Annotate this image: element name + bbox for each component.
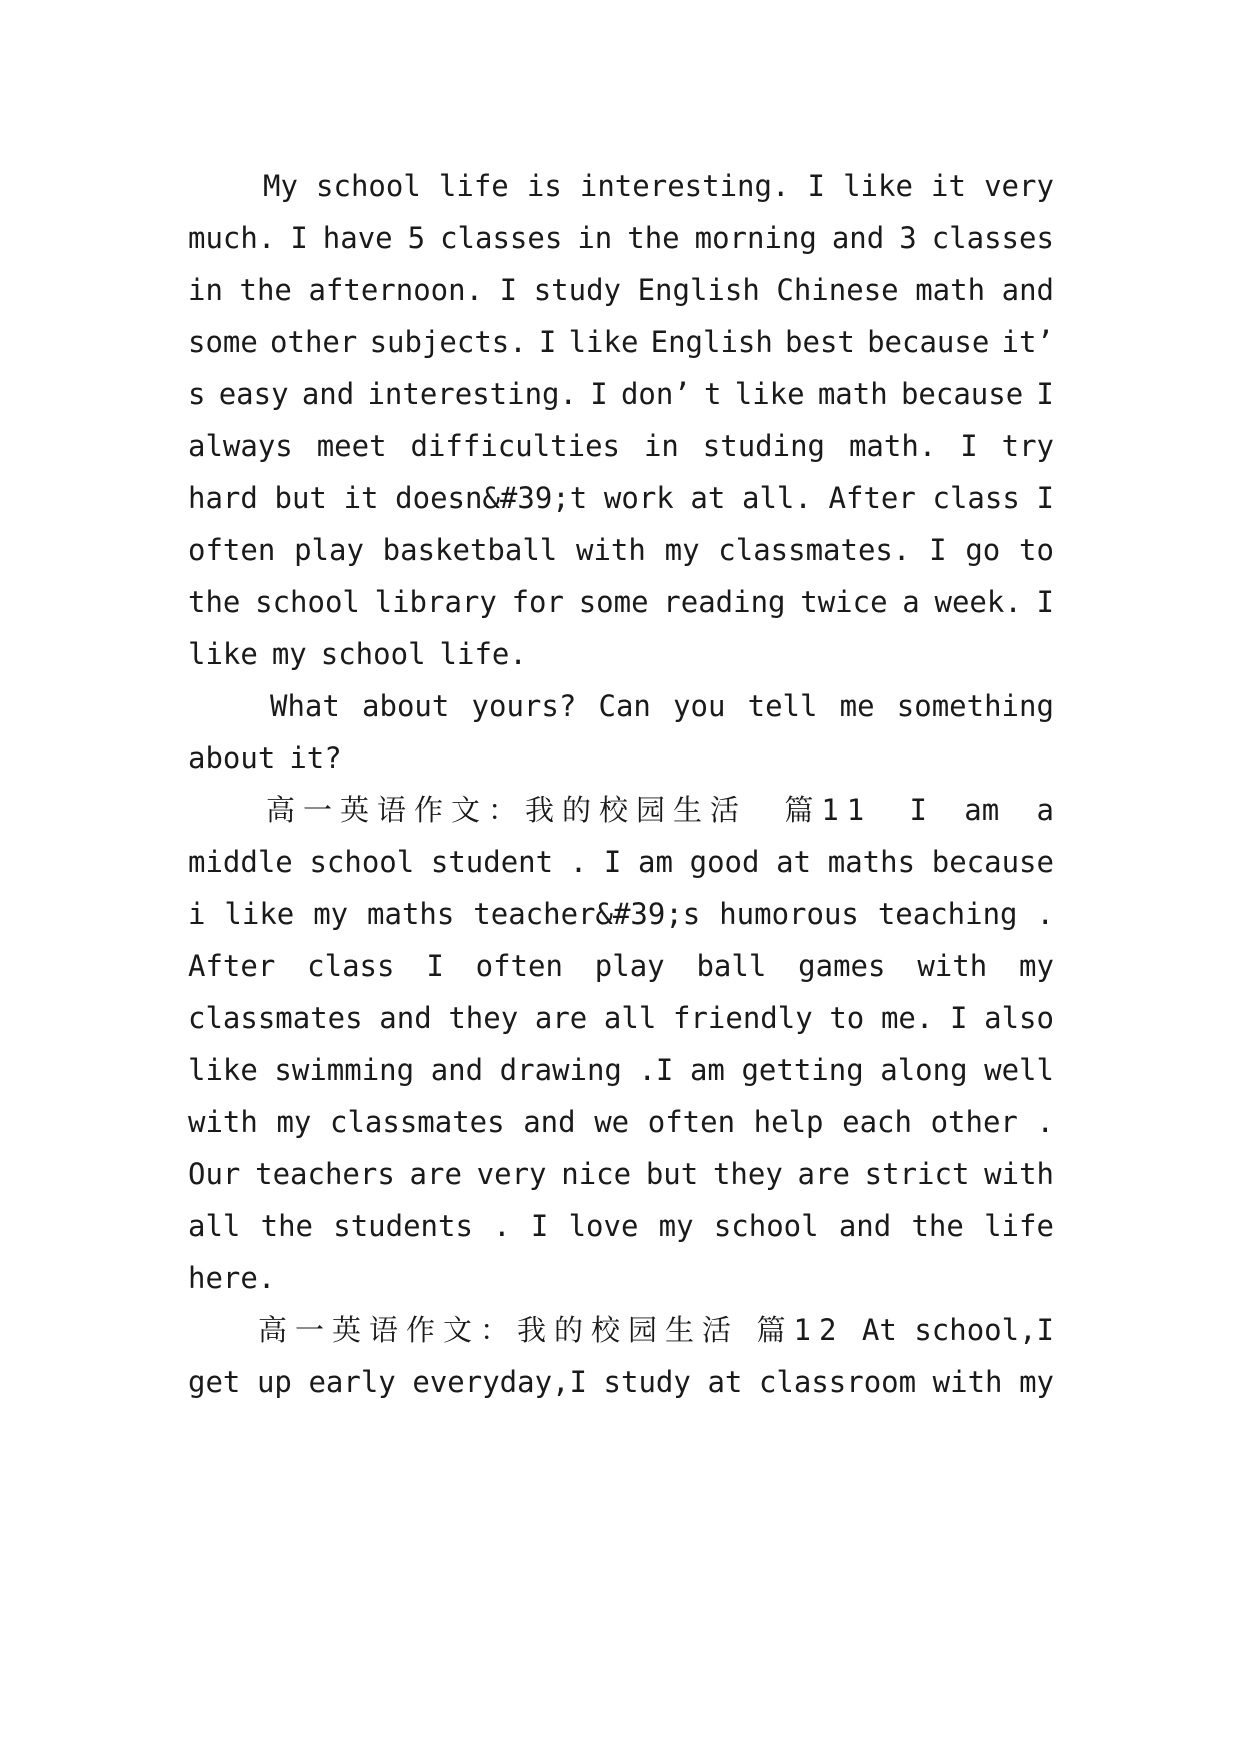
text-line [188, 426, 1054, 466]
word: class [932, 481, 1020, 515]
word: s [188, 377, 206, 411]
word: early [308, 1365, 396, 1399]
word: along [880, 1053, 968, 1087]
word: and [523, 1105, 576, 1139]
word: students [333, 1209, 473, 1243]
word: like [843, 169, 913, 203]
text-line [188, 1258, 1054, 1298]
word: study [603, 1365, 691, 1399]
word: classmates [188, 1001, 363, 1035]
word: Our [188, 1157, 241, 1191]
text-line [188, 1206, 1054, 1246]
word: am [638, 845, 673, 879]
word: . [569, 845, 588, 879]
word: and [831, 221, 885, 255]
word: love [568, 1209, 639, 1243]
word: I [603, 845, 622, 879]
word: help [753, 1105, 824, 1139]
word: and [301, 377, 355, 411]
word: with [576, 533, 646, 567]
word: I [1036, 585, 1054, 619]
word: am [689, 1053, 725, 1087]
word: strict [864, 1157, 970, 1191]
word: a [902, 585, 920, 619]
word: like [188, 637, 258, 671]
word: math [915, 273, 986, 307]
word: basketball [382, 533, 558, 567]
word: the [627, 221, 680, 255]
text-line [270, 686, 1054, 726]
word: often [475, 949, 563, 983]
word: are [797, 1157, 850, 1191]
word: school [309, 845, 415, 879]
word: doesn&#39;t [395, 481, 588, 515]
word: I [950, 1001, 968, 1035]
word: school [255, 585, 360, 619]
word: play [294, 533, 364, 567]
word: I [426, 949, 444, 983]
text-line [188, 582, 1054, 622]
word: much. [188, 221, 276, 255]
word: maths [827, 845, 916, 879]
word: . [493, 1209, 511, 1243]
word: some [188, 325, 258, 359]
word: my [658, 1209, 694, 1243]
text-line [188, 946, 1054, 986]
word: student [430, 845, 554, 879]
word: they [448, 1001, 519, 1035]
word: good [689, 845, 760, 879]
word: are [409, 1157, 462, 1191]
word: hard [188, 481, 258, 515]
word: classes [440, 221, 563, 255]
word: I [499, 273, 518, 307]
word: but [274, 481, 327, 515]
word: interesting. [367, 377, 577, 411]
word: well [984, 1053, 1054, 1087]
word: have [322, 221, 393, 255]
word: because [867, 325, 990, 359]
word: . [1036, 1105, 1054, 1139]
word: is [526, 169, 562, 203]
word: my [1019, 1365, 1054, 1399]
word: 篇11 [784, 793, 873, 827]
word: get [188, 1365, 241, 1399]
text-line [188, 478, 1054, 518]
word: I [807, 169, 825, 203]
word: my [664, 533, 700, 567]
text-line [188, 322, 1054, 362]
word: all. [742, 481, 812, 515]
word: drawing [499, 1053, 622, 1087]
word: reading [663, 585, 786, 619]
word: very [476, 1157, 547, 1191]
word: and [1001, 273, 1054, 307]
word: twice [800, 585, 888, 619]
word: Chinese [776, 273, 899, 307]
word: like [568, 325, 639, 359]
word: middle [188, 845, 293, 879]
word: i [188, 897, 206, 931]
word: because [900, 377, 1024, 411]
word: it’ [1001, 325, 1054, 359]
word: After [828, 481, 916, 515]
text-line [266, 790, 1054, 830]
word: teaching [877, 897, 1018, 931]
text-line [188, 1362, 1054, 1402]
word: the [260, 1209, 314, 1243]
word: also [984, 1001, 1054, 1035]
word: to [829, 1001, 865, 1035]
text-line [258, 1310, 1054, 1350]
word: up [256, 1365, 292, 1399]
word: difficulties [410, 429, 620, 463]
text-line [188, 894, 1054, 934]
word: math. [848, 429, 937, 463]
word: play [594, 949, 665, 983]
word: for [511, 585, 564, 619]
word: . [1036, 897, 1054, 931]
word: a [1036, 793, 1054, 827]
word: each [842, 1105, 912, 1139]
word: with [932, 1365, 1003, 1399]
text-line [188, 218, 1054, 258]
word: study [533, 273, 622, 307]
text-line [188, 998, 1054, 1038]
word: we [594, 1105, 630, 1139]
word: yours? [471, 689, 577, 723]
word: life. [439, 637, 527, 671]
word: something [896, 689, 1054, 723]
word: life [438, 169, 509, 203]
word: studing [702, 429, 826, 463]
word: it [343, 481, 379, 515]
word: My [263, 169, 298, 203]
word: classmates [329, 1105, 505, 1139]
word: are [534, 1001, 588, 1035]
word: t [704, 377, 722, 411]
word: 5 [407, 221, 426, 255]
word: meet [316, 429, 387, 463]
word: they [712, 1157, 783, 1191]
word: other [270, 325, 358, 359]
word: best [785, 325, 855, 359]
word: you [673, 689, 726, 723]
text-line [263, 166, 1054, 206]
word: my [271, 637, 307, 671]
word: I [590, 377, 608, 411]
text-line [188, 270, 1054, 310]
word: work [603, 481, 674, 515]
word: I [929, 533, 947, 567]
word: about [188, 741, 276, 775]
word: 高一英语作文：我的校园生活 [266, 793, 748, 827]
word: always [188, 429, 293, 463]
text-line [188, 530, 1054, 570]
word: library [374, 585, 497, 619]
word: I [538, 325, 557, 359]
word: and [430, 1053, 484, 1087]
text-line [188, 1154, 1054, 1194]
word: classroom [758, 1365, 917, 1399]
word: I [290, 221, 308, 255]
word: games [798, 949, 886, 983]
word: class [307, 949, 395, 983]
word: English [650, 325, 773, 359]
word: classmates. [718, 533, 911, 567]
word: me. [880, 1001, 934, 1035]
word: here. [188, 1261, 276, 1295]
word: other [930, 1105, 1018, 1139]
word: 高一英语作文：我的校园生活 [258, 1313, 740, 1347]
word: with [984, 1157, 1054, 1191]
word: everyday,I [412, 1365, 587, 1399]
word: English [637, 273, 760, 307]
word: the [911, 1209, 964, 1243]
word: 篇12 [756, 1313, 845, 1347]
word: school [713, 1209, 819, 1243]
word: I [1036, 481, 1054, 515]
word: Can [598, 689, 651, 723]
word: teacher&#39;s [473, 897, 701, 931]
word: tell [747, 689, 818, 723]
word: maths [367, 897, 455, 931]
word: nice [561, 1157, 632, 1191]
word: am [964, 793, 1000, 827]
word: and [379, 1001, 432, 1035]
word: I [960, 429, 978, 463]
word: school [316, 169, 421, 203]
word: with [917, 949, 988, 983]
word: but [645, 1157, 699, 1191]
word: At [861, 1313, 897, 1347]
word: about [362, 689, 450, 723]
word: in [577, 221, 613, 255]
word: week. [934, 585, 1022, 619]
word: often [188, 533, 276, 567]
word: I [909, 793, 927, 827]
word: the [239, 273, 292, 307]
word: .I [638, 1053, 674, 1087]
word: my [313, 897, 349, 931]
word: often [647, 1105, 736, 1139]
word: some [578, 585, 649, 619]
word: go [965, 533, 1001, 567]
word: school,I [914, 1313, 1054, 1347]
word: easy [218, 377, 289, 411]
text-line [188, 738, 1054, 778]
word: afternoon. [308, 273, 484, 307]
word: don’ [620, 377, 691, 411]
word: to [1018, 533, 1054, 567]
word: like [734, 377, 805, 411]
word: all [188, 1209, 241, 1243]
word: like [224, 897, 295, 931]
word: humorous [719, 897, 859, 931]
word: like [188, 1053, 258, 1087]
word: teachers [255, 1157, 395, 1191]
word: at [690, 481, 726, 515]
word: I [530, 1209, 549, 1243]
word: at [776, 845, 812, 879]
word: friendly [672, 1001, 813, 1035]
word: interesting. [579, 169, 790, 203]
word: What [270, 689, 340, 723]
word: it? [289, 741, 342, 775]
word: swimming [274, 1053, 415, 1087]
text-line [188, 1050, 1054, 1090]
text-line [188, 634, 1054, 674]
word: 3 [899, 221, 917, 255]
word: ball [696, 949, 767, 983]
text-line [188, 374, 1054, 414]
word: subjects. [369, 325, 527, 359]
word: me [839, 689, 875, 723]
word: my [1019, 949, 1054, 983]
word: very [984, 169, 1054, 203]
word: the [188, 585, 241, 619]
word: morning [694, 221, 817, 255]
word: math [817, 377, 888, 411]
word: with [188, 1105, 258, 1139]
word: I [1036, 377, 1054, 411]
word: all [603, 1001, 657, 1035]
text-line [188, 842, 1054, 882]
word: and [838, 1209, 892, 1243]
word: classes [931, 221, 1054, 255]
word: After [188, 949, 276, 983]
word: because [931, 845, 1054, 879]
word: my [276, 1105, 312, 1139]
word: it [931, 169, 966, 203]
word: in [643, 429, 679, 463]
word: in [188, 273, 223, 307]
word: getting [741, 1053, 864, 1087]
word: at [707, 1365, 743, 1399]
word: try [1001, 429, 1054, 463]
word: school [320, 637, 426, 671]
word: life [984, 1209, 1054, 1243]
text-line [188, 1102, 1054, 1142]
